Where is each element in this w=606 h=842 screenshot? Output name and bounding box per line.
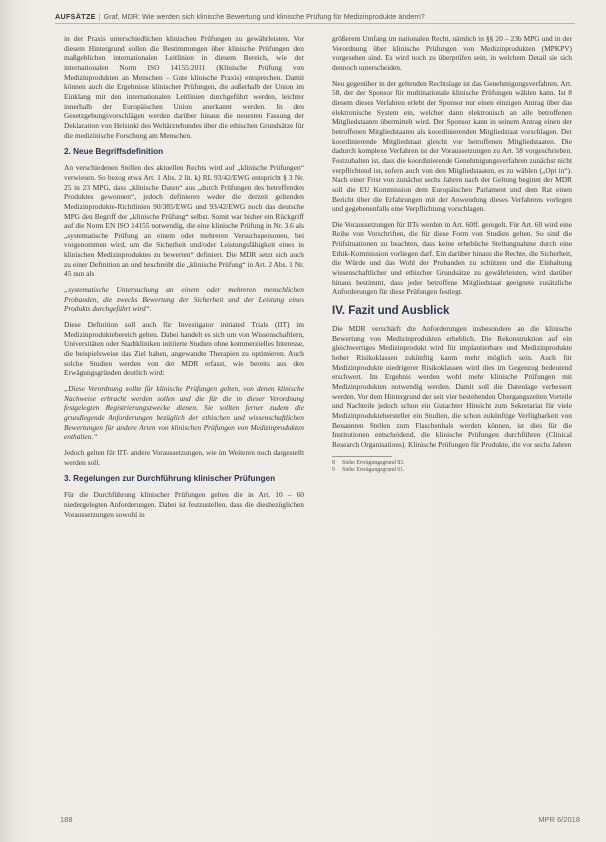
right-column bbox=[332, 34, 572, 475]
paragraph: Neu gegenüber in der geltenden Rechtslage ist das Genehmigungsverfahren. Art. 58, der der Sponsor für multinationale klinische Prüfungen wählen kann. Ist 8 diesem dieses Verfahren erlebt der Sponsor nur einen einzigen Antrag über das elektronische System ein, welcher dann elektronisch an alle betroffenen Mitgliedstaaten übermittelt wird. Der Sponsor kann in seinem Antrag einen der betroffenen Mitgliedstaaten als koordinierenden Mitgliedstaat vorschlagen. Der koordinierende Mitgliedstaat gleicht vor betroffenen Mitgliedstaaten. Die dadurch komplexe Verfahren ist der Voraussetzungen zu Art. 58 vorgeschrieben. Festzuhalten ist, dass die koordinierende Genehmigungsverfahren zunächst nicht verpflichtend ist, sofern auch von den Mitgliedstaaten, es zu wählen („Opt in“). Nach einer Frist von zunächst sechs Jahren nach der Geltung beginnt der MDR soll die EU Kommission dem Europäischen Parlament und dem Rat einen Bericht über die Erfahrungen mit der Anwendung dieses Verfahrens vorlegen und gegebenenfalls eine Verpflichtung vorschlagen. bbox=[332, 78, 572, 214]
paragraph: Jedoch gelten für IIT- andere Voraussetzungen, wie im Weiteren noch dargestellt werden soll. bbox=[64, 447, 304, 467]
footnote-number: 8 bbox=[332, 459, 335, 466]
section-heading: 2. Neue Begriffsdefinition bbox=[64, 147, 164, 157]
left-column bbox=[64, 34, 304, 525]
section-heading: 3. Regelungen zur Durchführung klinischer Prüfungen bbox=[64, 474, 276, 484]
header-section: AUFSÄTZE bbox=[55, 12, 96, 21]
paragraph: Für die Durchführung klinischer Prüfungen gelten die in Art. 10 – 60 niedergelegten Anforderungen. Dabei ist festzustellen, dass die diesbezüglichen Voraussetzungen sowohl in bbox=[64, 490, 304, 519]
block-quote: „Diese Verordnung sollte für klinische Prüfungen gelten, von denen klinische Nachweise erbracht werden sollen und die für die in dieser Verordnung festgelegten Registrierungszwecke dienen. Sie sollten ferner zudem die grundlegende Anforderungen bezüglich der ethischen und wissenschaftlichen Bewertungen für andere Arten von klinischen Prüfungen von Medizinprodukten enthalten.“ bbox=[64, 384, 304, 442]
header-title: Graf, MDR: Wie werden sich klinische Bewertung und klinische Prüfung für Medizinprodukte ändern? bbox=[103, 12, 425, 21]
journal-issue: MPR 6/2018 bbox=[538, 815, 580, 824]
page-number: 188 bbox=[60, 815, 73, 824]
chapter-heading: IV. Fazit und Ausblick bbox=[332, 305, 450, 318]
header-rule bbox=[55, 23, 575, 24]
footnote-rule bbox=[332, 456, 392, 457]
footnote-text: Siehe Erwägungsgrund 61. bbox=[342, 467, 405, 474]
footnote-number: 9 bbox=[332, 467, 335, 474]
footnote bbox=[332, 460, 572, 468]
paragraph: in der Praxis unterschiedlichen klinischen Prüfungen zu gewährleisten. Vor diesem Hintergrund sollen die Bestimmungen über klinische Prüfungen den maßgeblichen internationalen Leitlinien in diesem Bereich, wie der internationalen Norm ISO 14155:2011 (Klinische Prüfung von Medizinprodukten an Menschen – Gute klinische Praxis) entsprechen. Damit können auch die Ergebnisse klinischer Prüfungen, die außerhalb der Union im Einklang mit den internationalen Leitlinien durchgeführt werden, leichter innerhalb der Europäischen Union anerkannt werden. In den Gesetzgebungsvorschlägen werden darüber hinaus die neuesten Fassung der Deklaration von Helsinki des Weltärztebundes über die ethischen Grundsätze für die medizinische Forschung am Menschen. bbox=[64, 34, 304, 140]
paragraph: Diese Definition soll auch für Investigator initiated Trials (IIT) im Medizinproduktebereich gelten. Dabei handelt es sich um von Wissenschaftlern, Universitäten oder Stadtkliniken initiierte Studien ohne kommerzielles Interesse, die beispielsweise das Ziel haben, angewandte Therapien zu optimieren. Auch solche Studien werden von der MDR erfasst, wie bereits aus den Erwägungsgründen deutlich wird: bbox=[64, 320, 304, 378]
footnote-text: Siehe Erwägungsgrund 83. bbox=[342, 459, 405, 466]
footnote bbox=[332, 467, 572, 475]
header-separator: | bbox=[98, 12, 101, 21]
paragraph: An verschiedenen Stellen des aktuellen Rechts wird auf „klinische Prüfungen“ verwiesen. So bezog etwa Art. 1 Abs. 2 lit. k) RL 93/42/EWG entspricht § 3 Nr. 25 in 23 MPG, dass „klinische Daten“ aus „durch Prüfungen des betreffenden Produktes gewonnen“, jedoch definieren weder die derzeit geltenden Medizinprodukte-Richtlinien 90/385/EWG und 93/42/EWG noch das deutsche MPG den Begriff der „klinische Prüfung“ selbst. Somit war bisher ein Rückgriff auf die Norm EN ISO 14155 notwendig, die eine klinische Prüfung in Nr. 3.6 als „systematische Prüfung an einem oder mehreren Versuchspersonen, bei vorgenommen wird, um die Sicherheit und/oder Leistungsfähigkeit eines in klinischen Medizinproduktes zu bewerten“ definiert. Die MDR setzt sich auch zu einer Definition an und beschreibt die „klinische Prüfung“ in Art. 2 Abs. 1 Nr. 45 nun als bbox=[64, 163, 304, 279]
running-header bbox=[55, 12, 575, 21]
paragraph: größerem Umfang im nationalen Recht, nämlich in §§ 20 – 23b MPG und in der Verordnung über klinische Prüfungen von Medizinprodukten (MPKPV) vorgesehen sind. Es wird noch zu überprüfen sein, in welchem Detail sie sich dennoch unterscheiden. bbox=[332, 34, 572, 72]
block-quote: „systematische Untersuchung an einem oder mehreren menschlichen Probanden, die zwecks Bewertung der Sicherheit und der Leistung eines Produkts durchgeführt wird“. bbox=[64, 285, 304, 314]
footnotes bbox=[332, 460, 572, 475]
paragraph: Die Voraussetzungen für IITs werden in Art. 60ff. geregelt. Für Art. 60 wird eine Reihe von Vorschriften, die für diese Form von Studien gelten. So sind die Prüfsituationen zu beachten, dass keine erhebliche Stellungnahme durch eine Ethik-Kommission vorliegen darf. Ein darüber hinaus die Rechte, die Sicherheit, die Würde und das Wohl der Probanden zu schützen und die Einhaltung wissenschaftlicher und ethischer Grundsätze zu gewährleisten, wird darüber hinaus bestimmt, dass jeder betroffene Mitgliedstaat geeignete zusätzliche Anforderungen für diese Prüfungen festlegt. bbox=[332, 219, 572, 297]
paragraph: Die MDR verschärft die Anforderungen insbesondere an die klinische Bewertung von Medizinprodukten erheblich. Die Rekonstruktion auf ein gleichwertiges Medizinprodukt wird für implantierbare und Medizinprodukte hoher Risikoklassen zukünftig kaum mehr möglich sein. Auch für Medizinprodukte niedrigerer Risikoklassen wird dies im Gegenzug bedeutend erschwert. Im Ergebnis werden wohl mehr klinische Prüfungen mit Medizinprodukten notwendig werden. Damit soll die Datenlage verbessert werden. Vor dem Hintergrund der seit vier bestehenden Übergangszeiten Vorteile und Nachteile jedoch schon ein Gutachter Hinsicht zum Sekretariat für viele Medizinproduktehersteller ein Studien, die schon zukünftige Verfügbarkeit von Benannten Stellen zum Flaschenhals werden können, ist dies für die Institutionen entscheidend, die klinische Prüfungen durchführen (Clinical Research Organisations). Klinische Prüfungen für Produkte, die vor sechs Jahren bbox=[332, 324, 572, 449]
